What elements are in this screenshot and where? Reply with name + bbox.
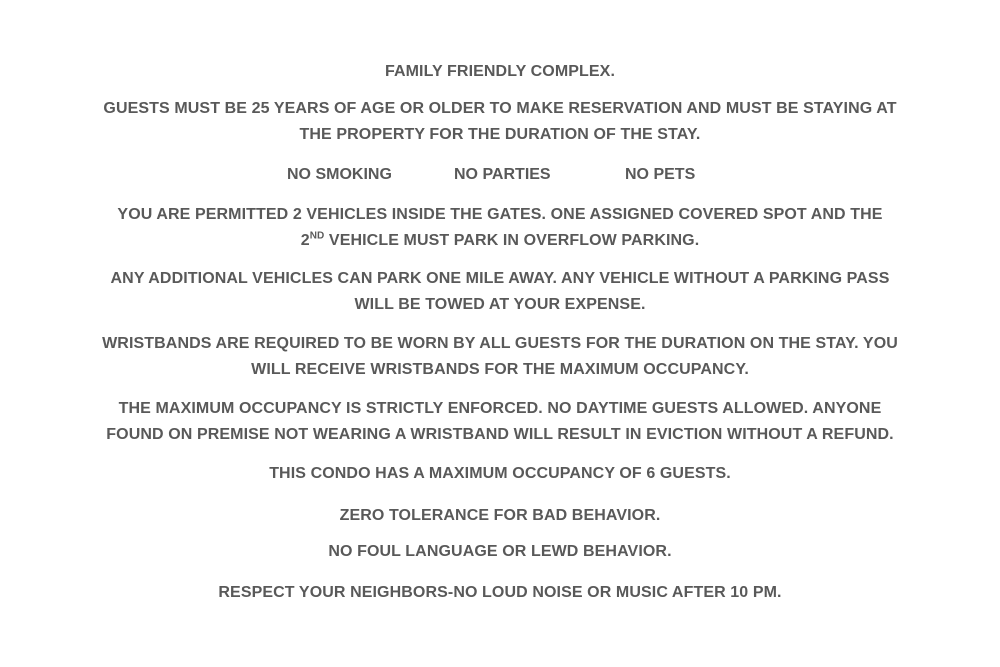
vehicle-ordinal-suffix: ND: [309, 230, 325, 242]
occupancy-enforcement-line-1: THE MAXIMUM OCCUPANCY IS STRICTLY ENFORCED. NO DAYTIME GUESTS ALLOWED. ANYONE: [118, 400, 882, 417]
no-parties-label: NO PARTIES: [454, 166, 551, 183]
no-pets-label: NO PETS: [625, 166, 696, 183]
vehicle-ordinal-number: 2: [300, 232, 310, 249]
zero-tolerance-line: ZERO TOLERANCE FOR BAD BEHAVIOR.: [339, 507, 661, 524]
vehicle-policy-line-2-text: VEHICLE MUST PARK IN OVERFLOW PARKING.: [324, 232, 700, 249]
age-requirement-line-1: GUESTS MUST BE 25 YEARS OF AGE OR OLDER TO MAKE RESERVATION AND MUST BE STAYING AT: [103, 100, 897, 117]
prohibitions-row: [0, 165, 1000, 185]
extra-vehicles-line-1: ANY ADDITIONAL VEHICLES CAN PARK ONE MILE AWAY. ANY VEHICLE WITHOUT A PARKING PASS: [110, 270, 890, 287]
age-requirement-line-2: THE PROPERTY FOR THE DURATION OF THE STAY.: [299, 126, 701, 143]
extra-vehicles-line-2: WILL BE TOWED AT YOUR EXPENSE.: [354, 296, 646, 313]
no-smoking-label: NO SMOKING: [287, 166, 392, 183]
occupancy-enforcement-line-2: FOUND ON PREMISE NOT WEARING A WRISTBAND WILL RESULT IN EVICTION WITHOUT A REFUND.: [106, 426, 894, 443]
quiet-hours-line: RESPECT YOUR NEIGHBORS-NO LOUD NOISE OR MUSIC AFTER 10 PM.: [218, 584, 782, 601]
max-occupancy-line: THIS CONDO HAS A MAXIMUM OCCUPANCY OF 6 GUESTS.: [269, 465, 731, 482]
wristband-line-2: WILL RECEIVE WRISTBANDS FOR THE MAXIMUM OCCUPANCY.: [251, 361, 749, 378]
complex-type-heading: FAMILY FRIENDLY COMPLEX.: [384, 63, 615, 80]
wristband-line-1: WRISTBANDS ARE REQUIRED TO BE WORN BY ALL GUESTS FOR THE DURATION ON THE STAY. YOU: [102, 335, 898, 352]
vehicle-policy-line-1: YOU ARE PERMITTED 2 VEHICLES INSIDE THE GATES. ONE ASSIGNED COVERED SPOT AND THE: [117, 206, 883, 223]
vehicle-policy-line-2: [0, 231, 1000, 251]
no-foul-language-line: NO FOUL LANGUAGE OR LEWD BEHAVIOR.: [328, 543, 672, 560]
